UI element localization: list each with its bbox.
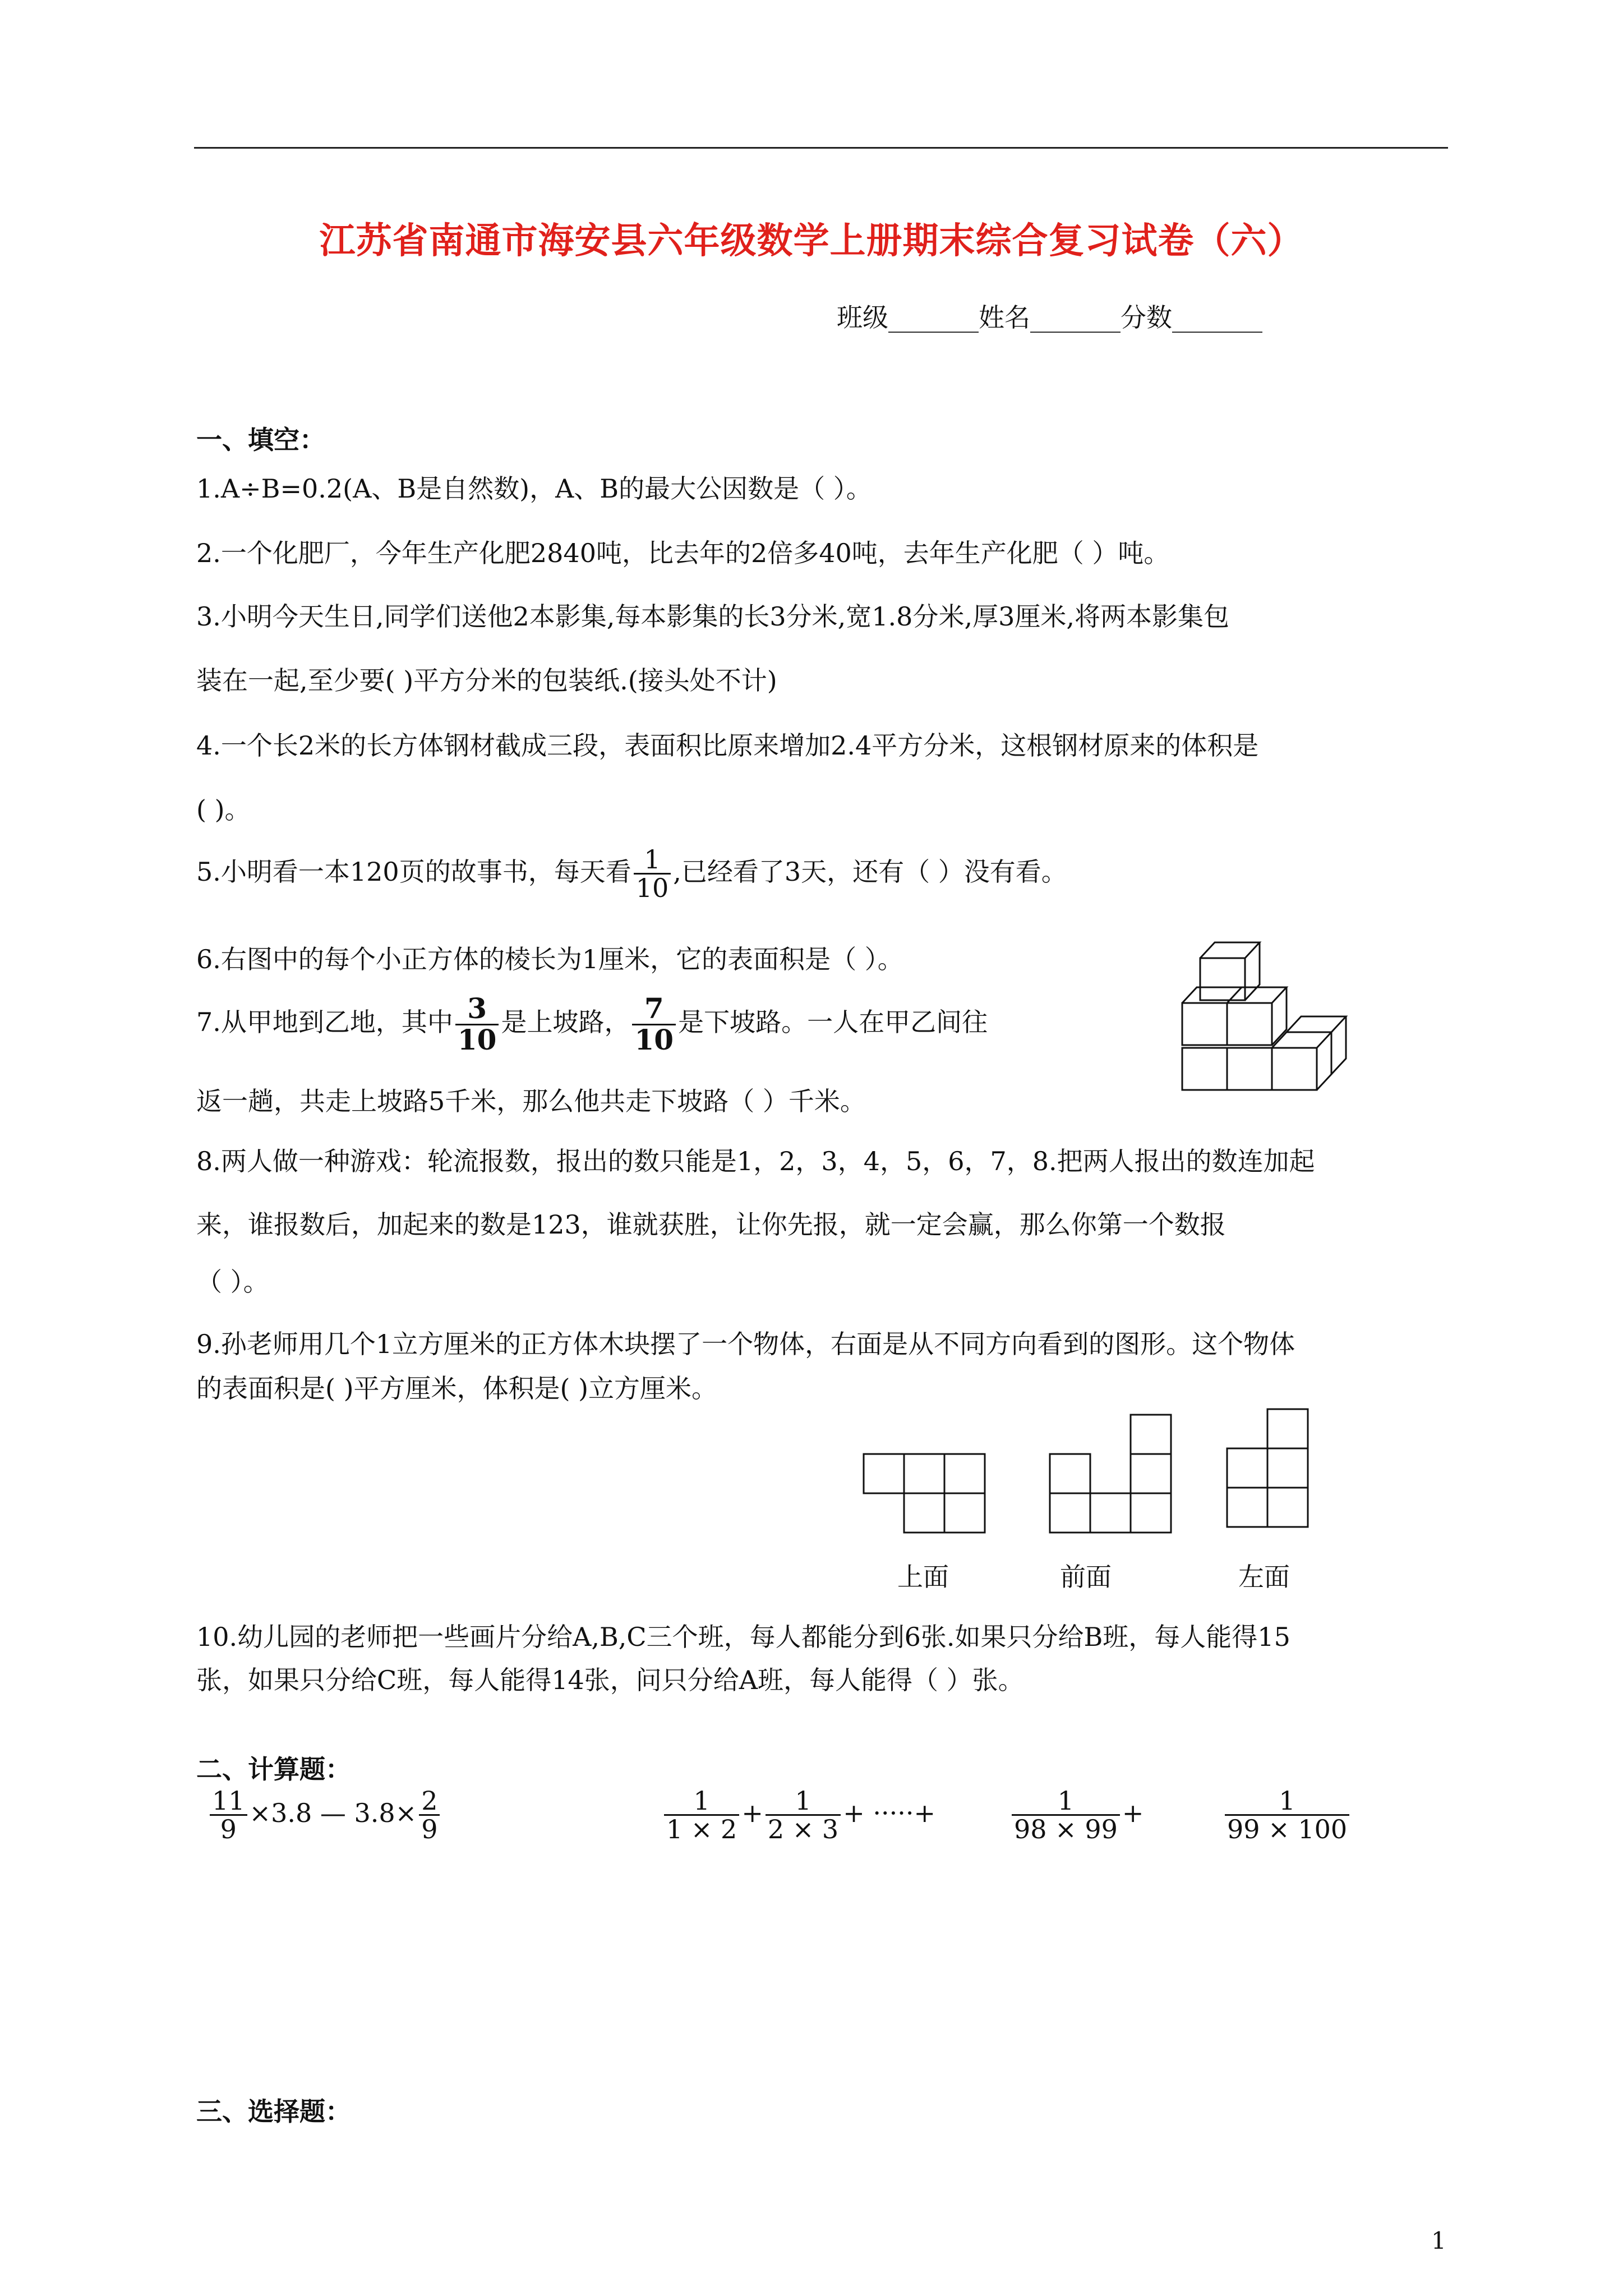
fraction-numerator: 1 [766,1787,841,1816]
fraction-denominator: 2 × 3 [767,1814,839,1845]
calc-expression-2 [662,1787,935,1843]
caption-left-view: 左面 [1238,1562,1290,1592]
question-1: 1.A÷B=0.2(A、B是自然数)，A、B的最大公因数是（ ）。 [196,473,872,504]
fraction-denominator: 9 [220,1814,237,1845]
fraction-seven-tenths [632,994,676,1055]
question-9-line2: 的表面积是( )平方厘米，体积是( )立方厘米。 [196,1373,718,1404]
calc-expression-2-last [1223,1787,1352,1843]
calc-expression-2-continued [1009,1787,1144,1843]
left-view-figure [1226,1408,1316,1537]
fraction-numerator: 7 [632,994,676,1025]
calc-expression-1-mid: ×3.8 — 3.8× [249,1797,417,1828]
fraction-denominator: 1 × 2 [666,1814,737,1845]
question-5-before: 5.小明看一本120页的故事书，每天看 [196,856,631,887]
fraction-numerator: 1 [1225,1787,1349,1816]
front-view-figure [1046,1414,1175,1537]
fraction-denominator: 98 × 99 [1014,1814,1118,1845]
section3-heading: 三、选择题： [196,2096,351,2127]
fraction-two-ninths [419,1787,440,1843]
question-10-line1: 10.幼儿园的老师把一些画片分给A,B,C三个班，每人都能分到6张.如果只分给B班，每人能得15 [196,1622,1290,1652]
plus-ellipsis: + ·····+ [843,1797,936,1828]
header-rule [194,147,1448,149]
question-6: 6.右图中的每个小正方体的棱长为1厘米，它的表面积是（ ）。 [196,944,903,974]
page-number: 1 [1431,2227,1446,2254]
fraction-one-tenth [634,846,671,902]
fraction-one-over-99x100 [1225,1787,1349,1843]
cube-stack-figure [1182,930,1362,1115]
fraction-numerator: 1 [664,1787,739,1816]
question-9-line1: 9.孙老师用几个1立方厘米的正方体木块摆了一个物体，右面是从不同方向看到的图形。这个物体 [196,1329,1295,1359]
question-8-line2: 来，谁报数后，加起来的数是123，谁就获胜，让你先报，就一定会赢，那么你第一个数报 [196,1209,1226,1240]
fraction-three-tenths [455,994,499,1055]
fraction-numerator: 2 [419,1787,440,1816]
student-info-line: 班级_______姓名_______分数_______ [837,302,1262,333]
fraction-one-over-2x3 [766,1787,841,1843]
question-3-line2: 装在一起,至少要( )平方分米的包装纸.(接头处不计) [196,665,777,696]
question-5 [196,846,1067,902]
calc-expression-1 [208,1787,442,1843]
fraction-one-over-1x2 [664,1787,739,1843]
caption-front-view: 前面 [1060,1562,1112,1592]
fraction-one-over-98x99 [1012,1787,1120,1843]
question-7-before: 7.从甲地到乙地，其中 [196,1007,453,1037]
plus-sign: + [741,1797,763,1828]
fraction-numerator: 1 [1012,1787,1120,1816]
question-7-line1 [196,994,988,1055]
question-7-mid: 是上坡路， [501,1007,630,1037]
top-view-figure [863,1453,989,1537]
question-7-line2: 返一趟，共走上坡路5千米，那么他共走下坡路（ ）千米。 [196,1086,866,1116]
question-10-line2: 张，如果只分给C班，每人能得14张，问只分给A班，每人能得（ ）张。 [196,1665,1024,1695]
fraction-denominator: 10 [635,873,669,904]
question-4-line1: 4.一个长2米的长方体钢材截成三段，表面积比原来增加2.4平方分米，这根钢材原来的体积是 [196,730,1259,761]
fraction-numerator: 3 [455,994,499,1025]
question-2: 2.一个化肥厂，今年生产化肥2840吨，比去年的2倍多40吨，去年生产化肥（ ）吨。 [196,538,1170,568]
plus-sign: + [1122,1797,1144,1828]
fraction-denominator: 99 × 100 [1227,1814,1348,1845]
fraction-numerator: 1 [634,846,671,875]
question-7-after: 是下坡路。一人在甲乙间往 [678,1007,988,1037]
caption-top-view: 上面 [897,1562,949,1592]
fraction-denominator: 10 [634,1023,674,1056]
question-5-after: ,已经看了3天，还有（ ）没有看。 [673,856,1067,887]
question-4-line2: ( )。 [196,794,251,825]
section2-heading: 二、计算题： [196,1754,351,1784]
fraction-numerator: 11 [210,1787,247,1816]
question-8-line1: 8.两人做一种游戏：轮流报数，报出的数只能是1，2，3，4，5，6，7，8.把两人报出的数连加起 [196,1146,1315,1176]
fraction-denominator: 9 [421,1814,438,1845]
question-8-line3: （ ）。 [196,1267,269,1297]
fraction-denominator: 10 [457,1023,497,1056]
fraction-eleven-ninths [210,1787,247,1843]
section1-heading: 一、填空： [196,425,325,455]
question-3-line1: 3.小明今天生日,同学们送他2本影集,每本影集的长3分米,宽1.8分米,厚3厘米,将两本影集包 [196,601,1229,632]
page-title: 江苏省南通市海安县六年级数学上册期末综合复习试卷（六） [319,220,1304,262]
